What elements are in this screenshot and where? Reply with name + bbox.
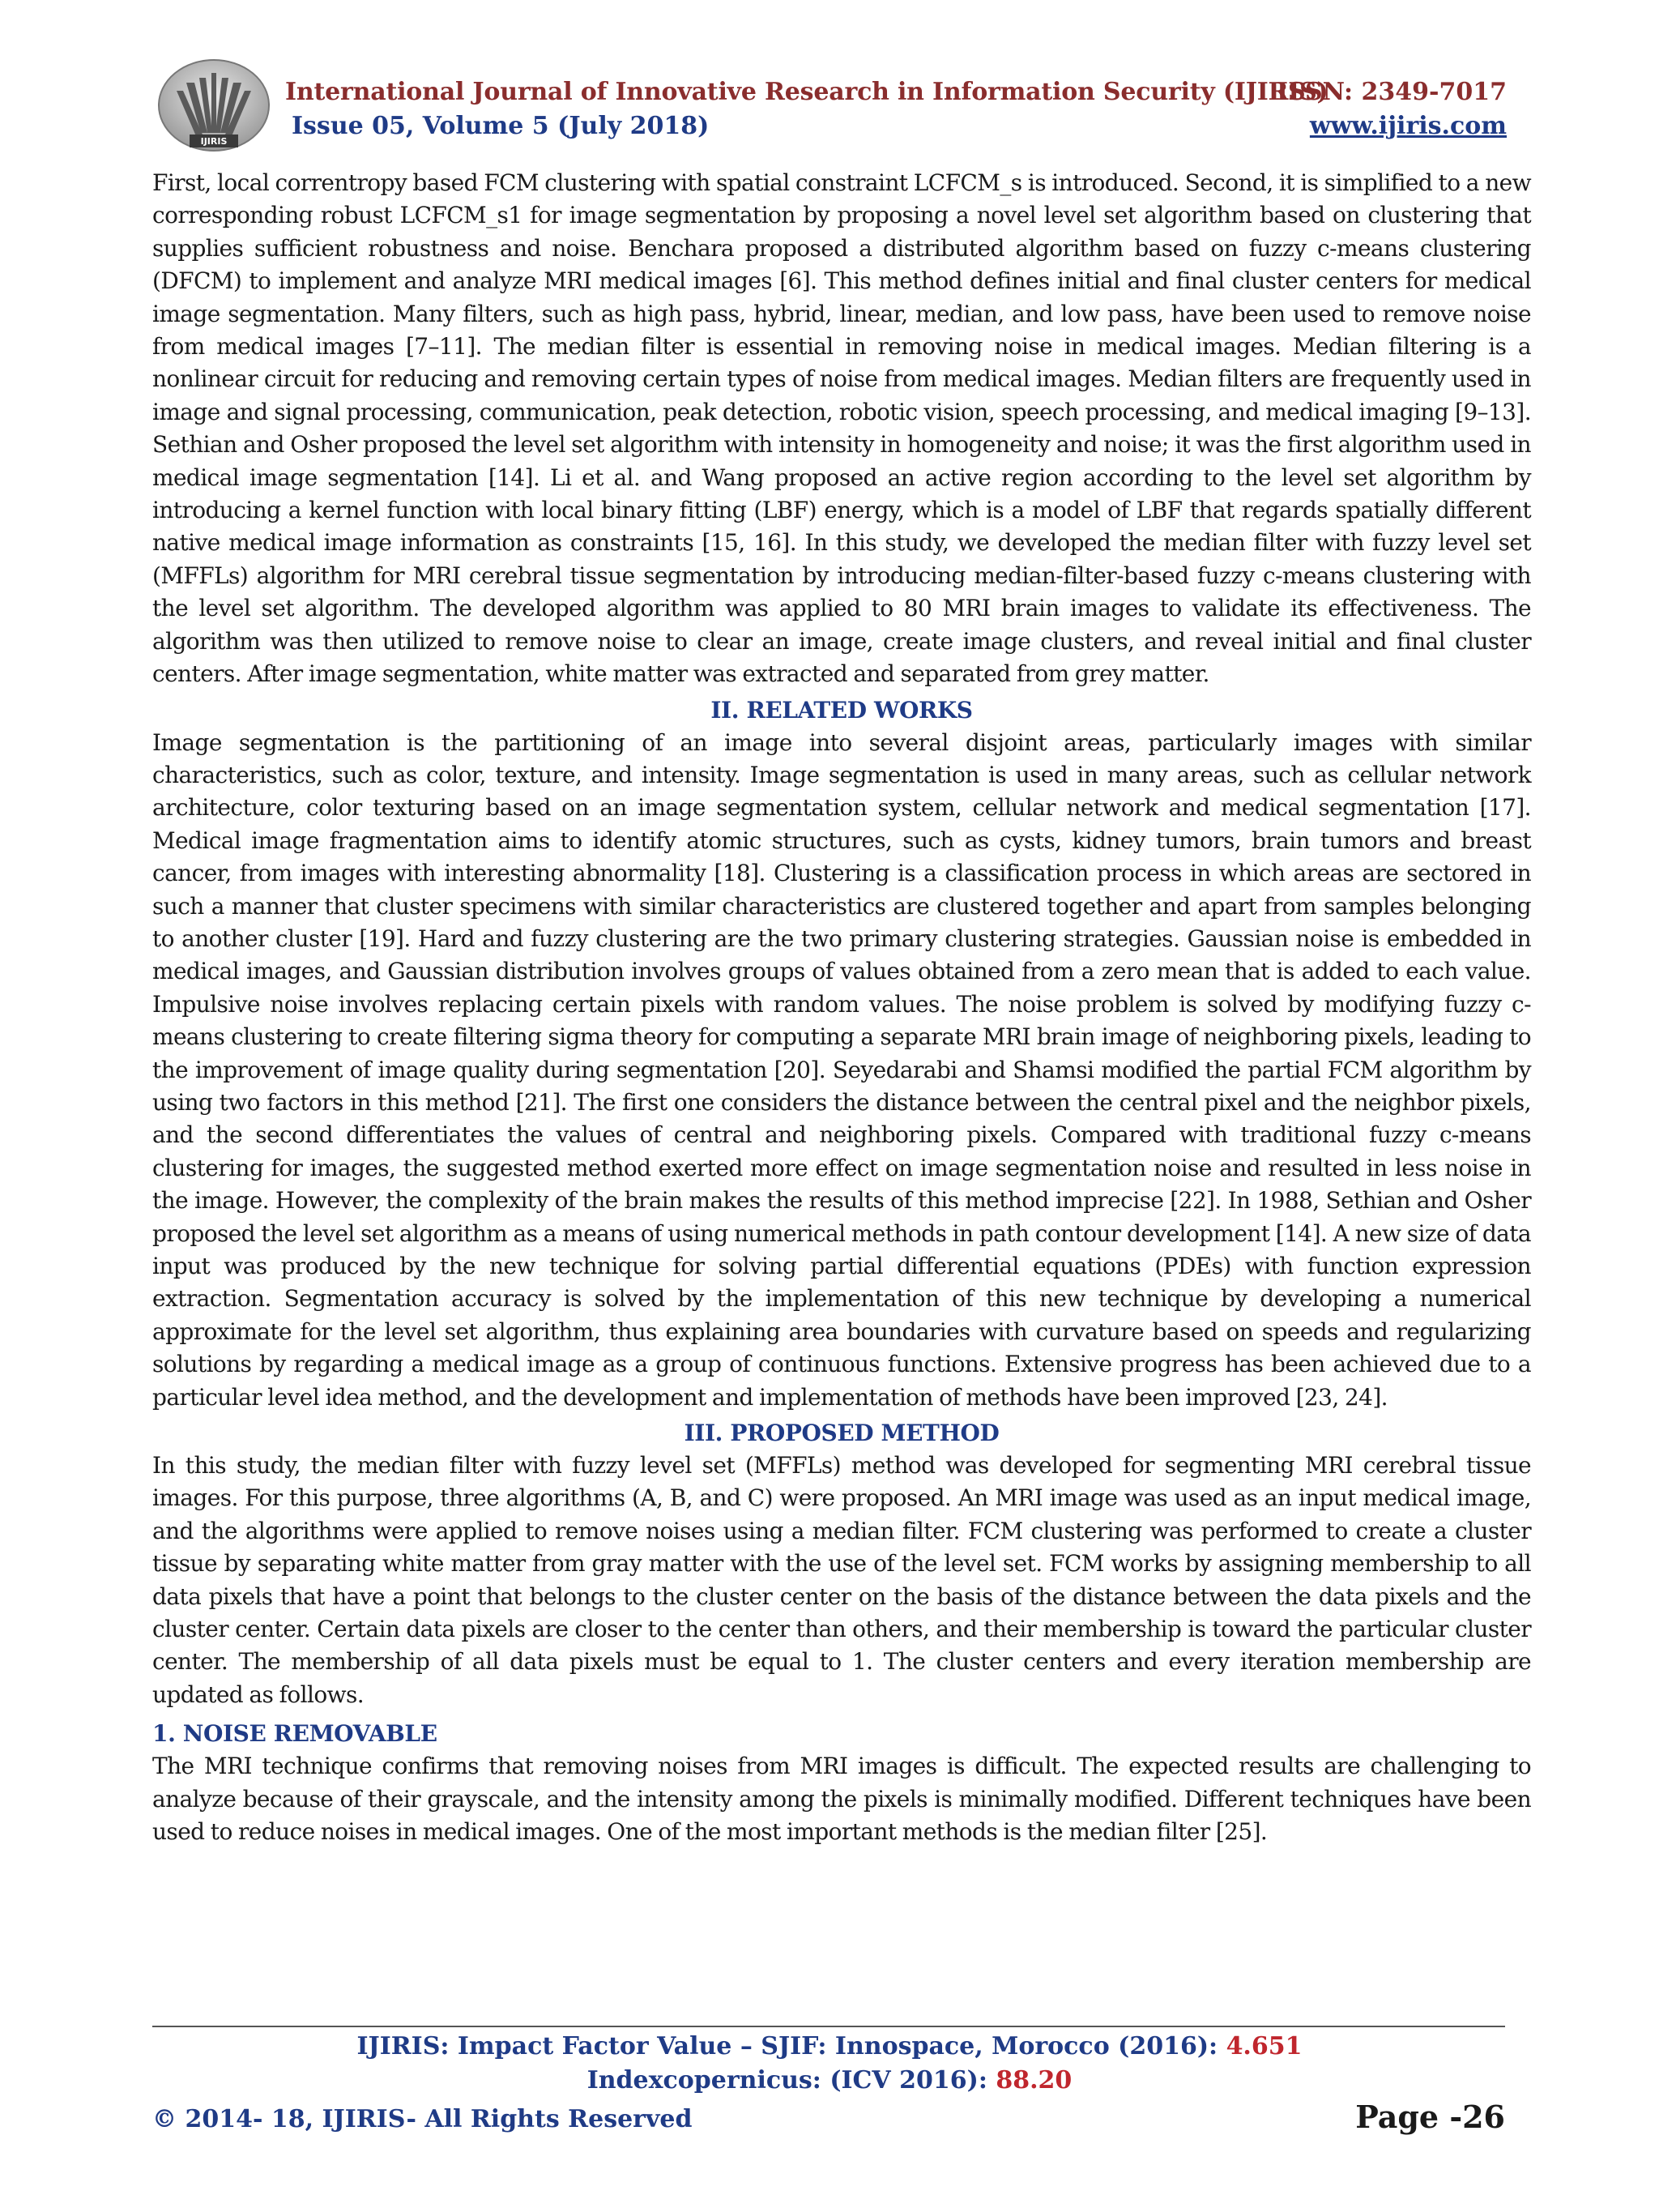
impact-factor-label: IJIRIS: Impact Factor Value – SJIF: Innospace, Morocco (2016):: [356, 2032, 1226, 2060]
article-body: [152, 167, 1531, 1849]
section-heading-related-works: II. RELATED WORKS: [710, 696, 973, 724]
icv-label: Indexcopernicus: (ICV 2016):: [586, 2066, 996, 2095]
related-works-paragraph: Image segmentation is the partitioning of an image into several disjoint areas, particularly images with similar characteristics, such as color, texture, and intensity. Image segmentation is used in many areas, such as cellular network architecture, color texturing based on an image segmentation system, cellular network and medical segmentation [17]. Medical image fragmentation aims to identify atomic structures, such as cysts, kidney tumors, brain tumors and breast cancer, from images with interesting abnormality [18]. Clustering is a classification process in which areas are sectored in such a manner that cluster specimens with similar characteristics are clustered together and apart from samples belonging to another cluster [19]. Hard and fuzzy clustering are the two primary clustering strategies. Gaussian noise is embedded in medical images, and Gaussian distribution involves groups of values obtained from a zero mean that is added to each value. Impulsive noise involves replacing certain pixels with random values. The noise problem is solved by modifying fuzzy c-means clustering to create filtering sigma theory for computing a separate MRI brain image of neighboring pixels, leading to the improvement of image quality during segmentation [20]. Seyedarabi and Shamsi modified the partial FCM algorithm by using two factors in this method [21]. The first one considers the distance between the central pixel and the neighbor pixels, and the second differentiates the values of central and neighboring pixels. Compared with traditional fuzzy c-means clustering for images, the suggested method exerted more effect on image segmentation noise and resulted in less noise in the image. However, the complexity of the brain makes the results of this method imprecise [22]. In 1988, Sethian and Osher proposed the level set algorithm as a means of using numerical methods in path contour development [14]. A new size of data input was produced by the new technique for solving partial differential equations (PDEs) with function expression extraction. Segmentation accuracy is solved by the implementation of this new technique by developing a numerical approximate for the level set algorithm, thus explaining area boundaries with curvature based on speeds and regularizing solutions by regarding a medical image as a group of continuous functions. Extensive progress has been achieved due to a particular level idea method, and the development and implementation of methods have been improved [23, 24].: [152, 728, 1531, 1411]
impact-factor-value: 4.651: [1226, 2032, 1303, 2060]
icv-value: 88.20: [996, 2066, 1073, 2095]
page-header: [154, 58, 1515, 147]
icv-line: [0, 2066, 1659, 2095]
intro-paragraph: First, local correntropy based FCM clustering with spatial constraint LCFCM_s is introduced. Second, it is simplified to a new corresponding robust LCFCM_s1 for image segmentation by proposing a novel level set algorithm based on clustering that supplies sufficient robustness and noise. Benchara proposed a distributed algorithm based on fuzzy c-means clustering (DFCM) to implement and analyze MRI medical images [6]. This method defines initial and final cluster centers for medical image segmentation. Many filters, such as high pass, hybrid, linear, median, and low pass, have been used to remove noise from medical images [7–11]. The median filter is essential in removing noise in medical images. Median filtering is a nonlinear circuit for reducing and removing certain types of noise from medical images. Median filters are frequently used in image and signal processing, communication, peak detection, robotic vision, speech processing, and medical imaging [9–13]. Sethian and Osher proposed the level set algorithm with intensity in homogeneity and noise; it was the first algorithm used in medical image segmentation [14]. Li et al. and Wang proposed an active region according to the level set algorithm by introducing a kernel function with local binary fitting (LBF) energy, which is a model of LBF that regards spatially different native medical image information as constraints [15, 16]. In this study, we developed the median filter with fuzzy level set (MFFLs) algorithm for MRI cerebral tissue segmentation by introducing median-filter-based fuzzy c-means clustering with the level set algorithm. The developed algorithm was applied to 80 MRI brain images to validate its effectiveness. The algorithm was then utilized to remove noise to clear an image, create image clusters, and reveal initial and final cluster centers. After image segmentation, white matter was extracted and separated from grey matter.: [152, 169, 1531, 688]
copyright-notice: © 2014- 18, IJIRIS- All Rights Reserved: [152, 2105, 693, 2133]
website-link[interactable]: www.ijiris.com: [1309, 112, 1507, 140]
journal-title: International Journal of Innovative Research in Information Security (IJIRIS): [285, 78, 1328, 106]
logo-text: IJIRIS: [200, 136, 228, 147]
book-logo-icon: [154, 58, 274, 156]
journal-logo: [154, 58, 274, 156]
proposed-method-paragraph: In this study, the median filter with fuzzy level set (MFFLs) method was developed for segmenting MRI cerebral tissue images. For this purpose, three algorithms (A, B, and C) were proposed. An MRI image was used as an input medical image, and the algorithms were applied to remove noises using a median filter. FCM clustering was performed to create a cluster tissue by separating white matter from gray matter with the use of the level set. FCM works by assigning membership to all data pixels that have a point that belongs to the cluster center on the basis of the distance between the data pixels and the cluster center. Certain data pixels are closer to the center than others, and their membership is toward the particular cluster center. The membership of all data pixels must be equal to 1. The cluster centers and every iteration membership are updated as follows.: [152, 1452, 1531, 1708]
issue-info: Issue 05, Volume 5 (July 2018): [292, 112, 710, 140]
issn-number: ISSN: 2349-7017: [1276, 78, 1507, 106]
footer-divider: [152, 2026, 1505, 2027]
noise-removable-paragraph: The MRI technique confirms that removing noises from MRI images is difficult. The expected results are challenging to analyze because of their grayscale, and the intensity among the pixels is minimally modified. Different techniques have been used to reduce noises in medical images. One of the most important methods is the median filter [25].: [152, 1753, 1531, 1846]
section-heading-proposed-method: III. PROPOSED METHOD: [684, 1420, 1000, 1447]
impact-factor-line: [0, 2032, 1659, 2060]
page-number: Page -26: [1355, 2099, 1505, 2135]
subsection-heading-noise-removable: 1. NOISE REMOVABLE: [152, 1720, 437, 1748]
